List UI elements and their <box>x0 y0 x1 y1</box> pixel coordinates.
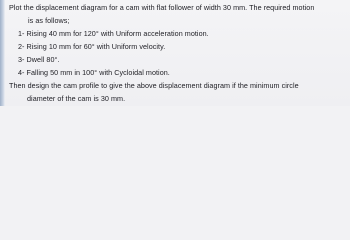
motion-step-3: 3- Dwell 80°. <box>18 55 60 64</box>
motion-step-4: 4- Falling 50 mm in 100° with Cycloidal motion. <box>18 68 170 77</box>
problem-conclusion-continuation: diameter of the cam is 30 mm. <box>27 94 126 103</box>
problem-intro-text: Plot the displacement diagram for a cam with flat follower of width 30 mm. The required motion <box>9 3 315 12</box>
document-page <box>0 0 350 106</box>
problem-conclusion-text: Then design the cam profile to give the above displacement diagram if the minimum circle <box>9 81 299 90</box>
problem-intro-continuation: is as follows; <box>28 16 70 25</box>
motion-step-2: 2- Rising 10 mm for 60° with Uniform velocity. <box>18 42 166 51</box>
page-edge-strip <box>0 0 5 106</box>
motion-step-1: 1- Rising 40 mm for 120° with Uniform acceleration motion. <box>18 29 209 38</box>
